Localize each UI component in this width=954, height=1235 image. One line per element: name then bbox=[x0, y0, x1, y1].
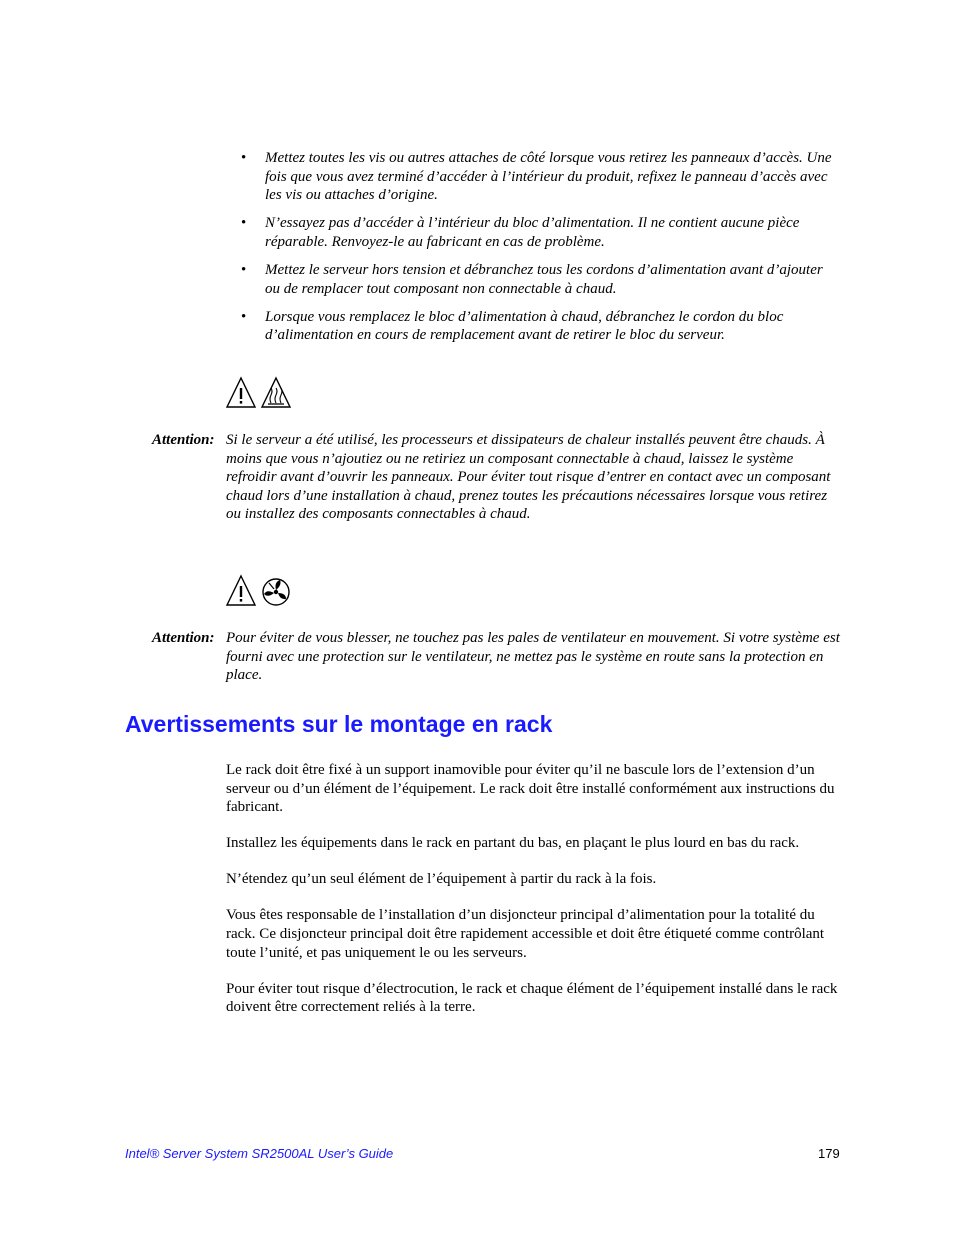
paragraph: N’étendez qu’un seul élément de l’équipement à partir du rack à la fois. bbox=[226, 871, 657, 888]
page-number: 179 bbox=[818, 1146, 840, 1161]
bullet-list bbox=[241, 149, 841, 354]
warning-triangle-icon bbox=[225, 376, 257, 410]
section-heading: Avertissements sur le montage en rack bbox=[125, 711, 553, 737]
list-item: • Mettez le serveur hors tension et débranchez tous les cordons d’alimentation avant d’ajouter ou de remplacer tout composant non connectable à chaud. bbox=[241, 261, 823, 297]
paragraph: Pour éviter tout risque d’électrocution, le rack et chaque élément de l’équipement installé dans le rack doivent être correctement reliés à la terre. bbox=[226, 980, 838, 1016]
list-item: • Mettez toutes les vis ou autres attaches de côté lorsque vous retirez les panneaux d’accès. Une fois que vous avez terminé d’accéder à l’intérieur du produit, refixez le panneau d’accès avec les vis ou attaches d’origine. bbox=[241, 150, 832, 204]
hot-surface-icon bbox=[260, 376, 292, 410]
bullet-symbol: • bbox=[241, 261, 247, 278]
bullet-symbol: • bbox=[241, 150, 247, 166]
warning-triangle-icon bbox=[225, 574, 257, 608]
paragraph: Installez les équipements dans le rack en partant du bas, en plaçant le plus lourd en bas du rack. bbox=[226, 835, 800, 852]
attention-text: Si le serveur a été utilisé, les processeurs et dissipateurs de chaleur installés peuvent être chauds. À moins que vous n’ajoutiez ou ne retiriez un composant connectable à chaud, laissez le système refroidir avant d’ouvrir les panneaux. Pour éviter tout risque d’entrer en contact avec un composant chaud lors d’une installation à chaud, prenez toutes les précautions nécessaires lorsque vous retirez ou installez des composants connectables à chaud. bbox=[226, 432, 831, 523]
bullet-symbol: • bbox=[241, 215, 247, 232]
attention-label: Attention: bbox=[152, 432, 215, 448]
footer-title: Intel® Server System SR2500AL User’s Guide bbox=[125, 1146, 394, 1161]
fan-blade-icon bbox=[260, 574, 292, 608]
paragraph: Le rack doit être fixé à un support inamovible pour éviter qu’il ne bascule lors de l’extension d’un serveur ou d’un élément de l’équipement. Le rack doit être installé conformément aux instructions du fabricant. bbox=[226, 762, 835, 816]
list-item: • Lorsque vous remplacez le bloc d’alimentation à chaud, débranchez le cordon du bloc d’alimentation en cours de remplacement avant de retirer le bloc du serveur. bbox=[241, 308, 784, 344]
section-body bbox=[226, 761, 841, 1034]
warning-icons bbox=[225, 376, 292, 410]
warning-icons bbox=[225, 574, 292, 608]
list-item: • N’essayez pas d’accéder à l’intérieur du bloc d’alimentation. Il ne contient aucune pièce réparable. Renvoyez-le au fabricant en cas de problème. bbox=[241, 215, 800, 250]
bullet-symbol: • bbox=[241, 308, 247, 325]
paragraph: Vous êtes responsable de l’installation d’un disjoncteur principal d’alimentation pour la totalité du rack. Ce disjoncteur principal doit être rapidement accessible et doit être étiqueté comme contrôlant toute l’unité, et pas uniquement le ou les serveurs. bbox=[226, 907, 825, 961]
attention-label: Attention: bbox=[152, 630, 215, 646]
attention-text: Pour éviter de vous blesser, ne touchez pas les pales de ventilateur en mouvement. Si votre système est fourni avec une protection sur le ventilateur, ne mettez pas le système en route sans la protection en place. bbox=[226, 630, 840, 684]
